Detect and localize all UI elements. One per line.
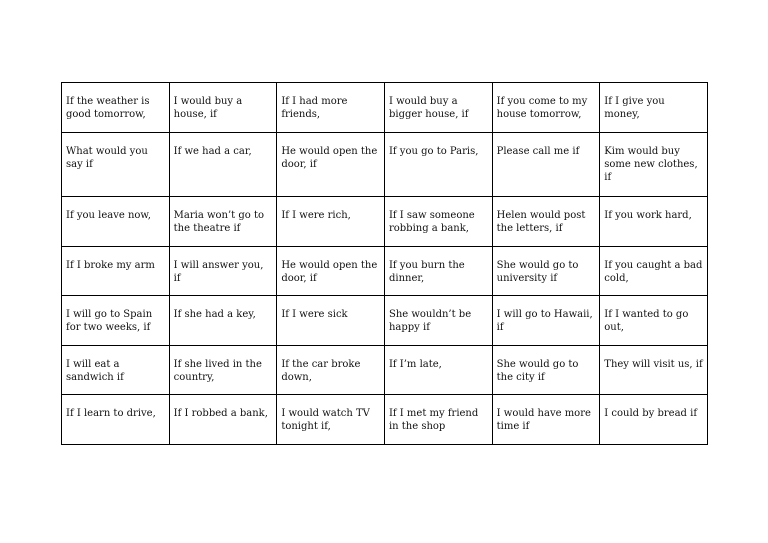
sentence-card: I would buy a house, if (169, 83, 277, 133)
sentence-card: If I’m late, (384, 345, 492, 395)
sentence-card: If I wanted to go out, (600, 296, 708, 346)
sentence-card: She would go to university if (492, 246, 600, 296)
sentence-card: I would watch TV tonight if, (277, 395, 385, 445)
grid-row (62, 132, 708, 197)
sentence-card: If I give you money, (600, 83, 708, 133)
grid-row (62, 395, 708, 445)
sentence-card: If she lived in the country, (169, 345, 277, 395)
grid-row (62, 246, 708, 296)
sentence-card: If she had a key, (169, 296, 277, 346)
sentence-card: If I were sick (277, 296, 385, 346)
sentence-card: If you leave now, (62, 197, 170, 247)
sentence-card: If I robbed a bank, (169, 395, 277, 445)
sentence-card: If you burn the dinner, (384, 246, 492, 296)
sentence-card: If I learn to drive, (62, 395, 170, 445)
sentence-card: I will answer you, if (169, 246, 277, 296)
sentence-card: He would open the door, if (277, 246, 385, 296)
sentence-card: Maria won’t go to the theatre if (169, 197, 277, 247)
grid-row (62, 197, 708, 247)
grid-row (62, 296, 708, 346)
grid-row (62, 345, 708, 395)
sentence-card: They will visit us, if (600, 345, 708, 395)
sentence-card: I would buy a bigger house, if (384, 83, 492, 133)
sentence-card: I will eat a sandwich if (62, 345, 170, 395)
sentence-card: If you work hard, (600, 197, 708, 247)
sentence-card: If the car broke down, (277, 345, 385, 395)
sentence-card-grid (61, 82, 708, 445)
sentence-card: If the weather is good tomorrow, (62, 83, 170, 133)
sentence-card: If I broke my arm (62, 246, 170, 296)
sentence-card: I will go to Spain for two weeks, if (62, 296, 170, 346)
sentence-card: If I had more friends, (277, 83, 385, 133)
sentence-card: I could by bread if (600, 395, 708, 445)
sentence-card: If I were rich, (277, 197, 385, 247)
sentence-card: Helen would post the letters, if (492, 197, 600, 247)
sentence-card: Kim would buy some new clothes, if (600, 132, 708, 197)
sentence-card: He would open the door, if (277, 132, 385, 197)
sentence-card: She wouldn’t be happy if (384, 296, 492, 346)
sentence-card: I will go to Hawaii, if (492, 296, 600, 346)
sentence-card: Please call me if (492, 132, 600, 197)
sentence-card: I would have more time if (492, 395, 600, 445)
sentence-card: If you come to my house tomorrow, (492, 83, 600, 133)
sentence-card: If we had a car, (169, 132, 277, 197)
grid-row (62, 83, 708, 133)
sentence-card: What would you say if (62, 132, 170, 197)
sentence-card: If I saw someone robbing a bank, (384, 197, 492, 247)
sentence-card: If you go to Paris, (384, 132, 492, 197)
sentence-card: If I met my friend in the shop (384, 395, 492, 445)
sentence-card: If you caught a bad cold, (600, 246, 708, 296)
sentence-card: She would go to the city if (492, 345, 600, 395)
